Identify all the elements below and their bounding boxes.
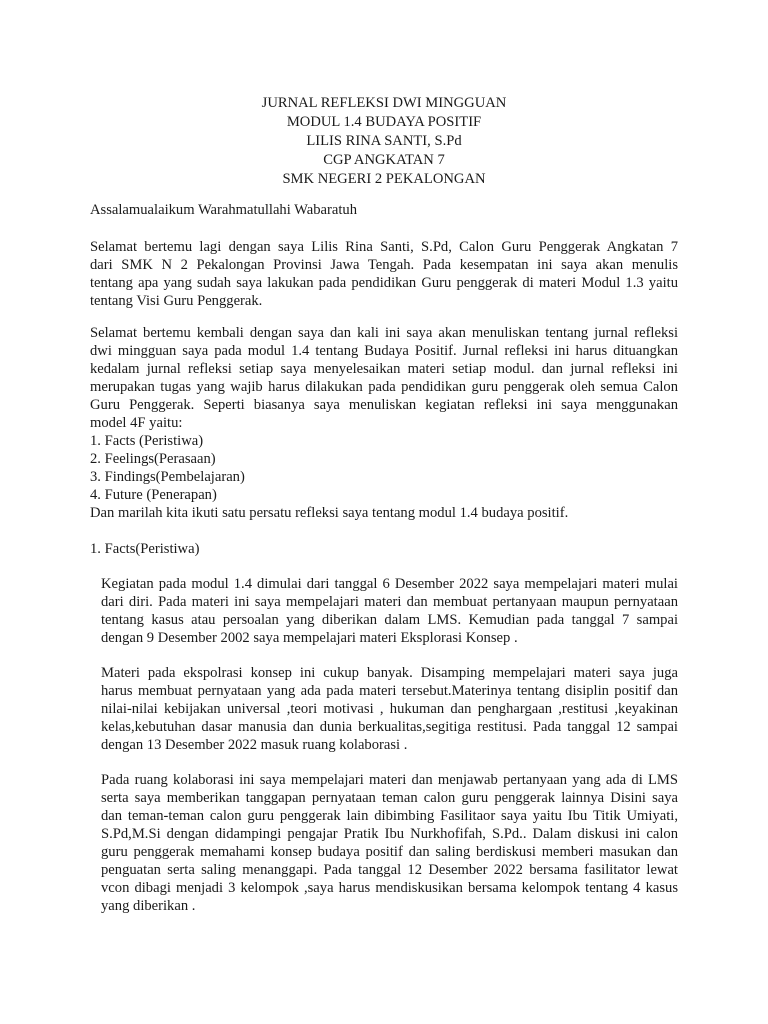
- greeting: [90, 201, 678, 219]
- facts-line: serta saya memberikan tanggapan pernyataan teman calon guru penggerak lainnya Disini saya: [101, 790, 678, 806]
- second-line: dwi mingguan saya pada modul 1.4 tentang Budaya Positif. Jurnal refleksi ini harus dituangkan: [90, 343, 678, 359]
- closing-line: Dan marilah kita ikuti satu persatu refleksi saya tentang modul 1.4 budaya positif.: [90, 505, 569, 521]
- facts-line: dengan 9 Desember 2002 saya mempelajari materi Eksplorasi Konsep .: [101, 630, 518, 646]
- document-header: [0, 94, 768, 189]
- header-module: MODUL 1.4 BUDAYA POSITIF: [286, 114, 482, 130]
- facts-paragraph-3: [101, 771, 678, 915]
- facts-line: nilai-nilai kebijakan universal ,teori motivasi , hukuman dan penghargaan ,restitusi ,keyakinan: [101, 701, 678, 717]
- facts-line: Kegiatan pada modul 1.4 dimulai dari tanggal 6 Desember 2022 saya mempelajari materi mulai: [101, 576, 678, 592]
- facts-line: dengan 13 Desember 2022 masuk ruang kolaborasi .: [101, 737, 408, 753]
- facts-line: vcon dibagi menjadi 3 kelompok ,saya harus mendiskusikan bersama kelompok tentang 4 kasus: [101, 880, 678, 896]
- facts-line: S.Pd,M.Si dengan didampingi pengajar Pratik Ibu Nurkhofifah, S.Pd.. Dalam diskusi ini calon: [101, 826, 678, 842]
- second-paragraph: [90, 324, 678, 522]
- facts-line: dari diri. Pada materi ini saya mempelajari materi dan membuat pertanyaan maupun pernyataan: [101, 594, 678, 610]
- header-author: LILIS RINA SANTI, S.Pd: [306, 133, 462, 149]
- facts-line: tentang kasus atau persoalan yang diberikan dalam LMS. Kemudian pada tanggal 7 sampai: [101, 612, 678, 628]
- facts-line: guru penggerak memahami konsep budaya positif dan saling berdiskusi memberi masukan dan: [101, 844, 678, 860]
- list-item: 3. Findings(Pembelajaran): [90, 469, 245, 485]
- facts-line: Pada ruang kolaborasi ini saya mempelajari materi dan menjawab pertanyaan yang ada di LMS: [101, 772, 678, 788]
- facts-line: harus membuat pernyataan yang ada pada materi tersebut.Materinya tentang disiplin positif dan: [101, 683, 678, 699]
- list-item: 2. Feelings(Perasaan): [90, 451, 216, 467]
- facts-paragraph-1: [101, 575, 678, 647]
- second-line: model 4F yaitu:: [90, 415, 183, 431]
- intro-line: Selamat bertemu lagi dengan saya Lilis Rina Santi, S.Pd, Calon Guru Penggerak Angkatan 7: [90, 239, 678, 255]
- section-heading-text: 1. Facts(Peristiwa): [90, 541, 200, 557]
- intro-line: tentang apa yang sudah saya lakukan pada pendidikan Guru penggerak di materi Modul 1.3 yaitu: [90, 275, 678, 291]
- facts-line: yang diberikan .: [101, 898, 196, 914]
- list-item: 4. Future (Penerapan): [90, 487, 217, 503]
- facts-line: dan teman-teman calon guru penggerak lain dibimbing Fasilitaor saya yaitu Ibu Titik Umiyati,: [101, 808, 678, 824]
- second-line: Selamat bertemu kembali dengan saya dan kali ini saya akan menuliskan tentang jurnal refleksi: [90, 325, 678, 341]
- greeting-text: Assalamualaikum Warahmatullahi Wabaratuh: [90, 202, 358, 218]
- section-heading: [90, 540, 678, 558]
- facts-line: Materi pada ekspolrasi konsep ini cukup banyak. Disamping mempelajari materi saya juga: [101, 665, 678, 681]
- intro-line: tentang Visi Guru Penggerak.: [90, 293, 263, 309]
- header-title: JURNAL REFLEKSI DWI MINGGUAN: [261, 95, 507, 111]
- second-line: merupakan tugas yang wajib harus dilakukan pada pendidikan guru penggerak oleh semua Calon: [90, 379, 678, 395]
- second-line: kedalam jurnal refleksi setiap saya menyelesaikan materi setiap modul. dan jurnal refleksi ini: [90, 361, 678, 377]
- second-line: Guru Penggerak. Seperti biasanya saya menuliskan kegiatan refleksi ini saya menggunakan: [90, 397, 678, 413]
- header-school: SMK NEGERI 2 PEKALONGAN: [282, 171, 486, 187]
- header-cohort: CGP ANGKATAN 7: [323, 152, 445, 168]
- intro-paragraph: [90, 238, 678, 310]
- facts-line: kelas,kebutuhan dasar manusia dan dunia berkualitas,segitiga restitusi. Pada tanggal 12 sampai: [101, 719, 678, 735]
- list-item: 1. Facts (Peristiwa): [90, 433, 204, 449]
- facts-line: penguatan serta saling menanggapi. Pada tanggal 12 Desember 2022 bersama fasilitator lewat: [101, 862, 678, 878]
- intro-line: dari SMK N 2 Pekalongan Provinsi Jawa Tengah. Pada kesempatan ini saya akan menulis: [90, 257, 678, 273]
- facts-paragraph-2: [101, 664, 678, 754]
